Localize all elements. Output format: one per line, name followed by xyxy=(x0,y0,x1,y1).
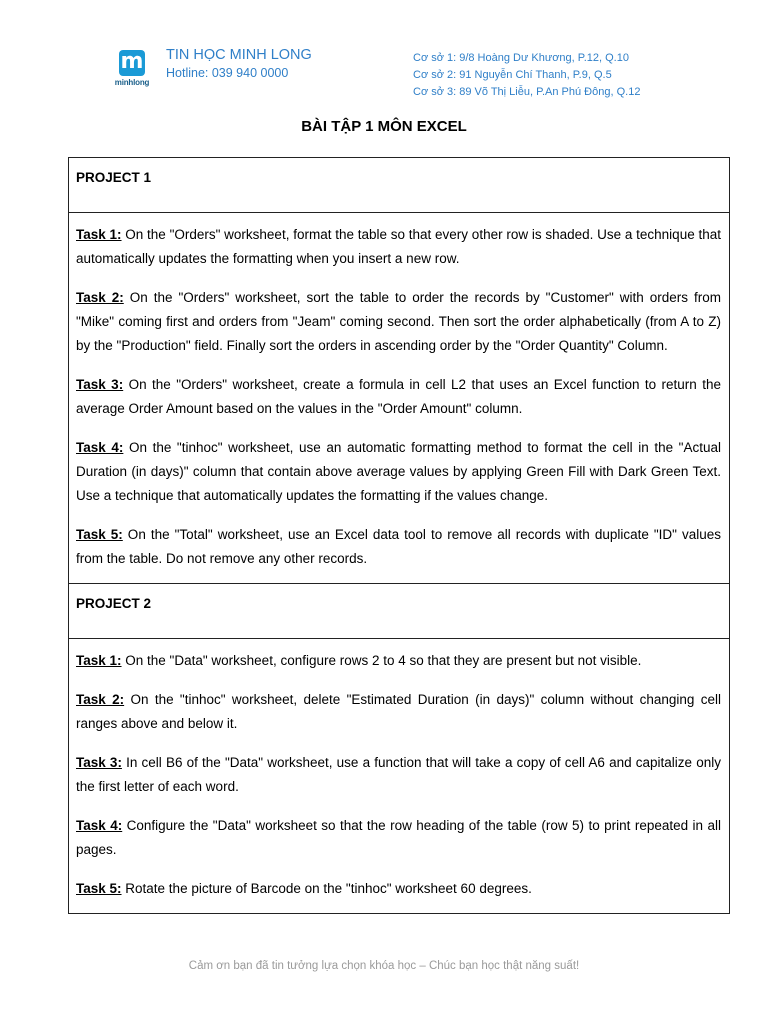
task-table xyxy=(68,157,730,914)
project-2-tasks xyxy=(69,639,730,914)
logo-icon: m xyxy=(120,49,144,74)
task-text: On the "Orders" worksheet, format the table so that every other row is shaded. Use a technique that automatically updates the formatting when you insert a new row. xyxy=(76,227,721,266)
task-text: On the "Data" worksheet, configure rows 2 to 4 so that they are present but not visible. xyxy=(121,653,642,668)
task-text: On the "Total" worksheet, use an Excel data tool to remove all records with duplicate "ID" values from the table. Do not remove any other records. xyxy=(76,527,722,566)
project-1-task-2 xyxy=(76,286,721,358)
branch-2: Cơ sở 2: 91 Nguyễn Chí Thanh, P.9, Q.5 xyxy=(413,69,612,81)
hotline: Hotline: 039 940 0000 xyxy=(166,66,289,80)
logo-text: minhlong xyxy=(114,78,150,87)
project-1-task-1 xyxy=(76,223,721,271)
task-label: Task 4: xyxy=(76,818,123,833)
project-2-task-5 xyxy=(76,877,721,901)
task-label: Task 2: xyxy=(76,692,125,707)
task-label: Task 1: xyxy=(76,227,122,242)
task-label: Task 4: xyxy=(76,440,124,455)
branch-addresses xyxy=(413,50,640,101)
minhlong-logo xyxy=(112,50,152,92)
task-label: Task 5: xyxy=(76,527,123,542)
branch-1: Cơ sở 1: 9/8 Hoàng Dư Khương, P.12, Q.10 xyxy=(413,52,629,64)
task-text: On the "tinhoc" worksheet, delete "Estimated Duration (in days)" column without changing cell ranges above and below it. xyxy=(76,692,722,731)
page-header xyxy=(0,0,768,110)
task-label: Task 5: xyxy=(76,881,122,896)
project-1-task-4 xyxy=(76,436,721,508)
brand-name: TIN HỌC MINH LONG xyxy=(166,47,312,63)
document-title: BÀI TẬP 1 MÔN EXCEL xyxy=(301,118,467,135)
task-text: Rotate the picture of Barcode on the "tinhoc" worksheet 60 degrees. xyxy=(121,881,532,896)
branch-3: Cơ sở 3: 89 Võ Thị Liễu, P.An Phú Đông, Q.12 xyxy=(413,86,641,98)
project-1-task-3 xyxy=(76,373,721,421)
task-label: Task 1: xyxy=(76,653,122,668)
task-text: On the "Orders" worksheet, create a formula in cell L2 that uses an Excel function to return the average Order Amount based on the values in the "Order Amount" column. xyxy=(76,377,721,416)
project-1-task-5 xyxy=(76,523,721,571)
task-label: Task 2: xyxy=(76,290,124,305)
project-1-tasks xyxy=(69,213,730,584)
project-1-header: PROJECT 1 xyxy=(69,158,730,213)
page-footer: Cảm ơn bạn đã tin tưởng lựa chọn khóa học – Chúc bạn học thật năng suất! xyxy=(188,960,580,972)
task-text: Configure the "Data" worksheet so that the row heading of the table (row 5) to print repeated in all pages. xyxy=(76,818,721,857)
project-2-header: PROJECT 2 xyxy=(69,584,730,639)
project-2-task-2 xyxy=(76,688,721,736)
task-text: On the "Orders" worksheet, sort the table to order the records by "Customer" with orders from "Mike" coming first and orders from "Jeam" coming second. Then sort the order alphabetically (from A to Z) by the "Production" field. Finally sort the orders in ascending order by the "Order Quantity" Column. xyxy=(76,290,721,353)
task-label: Task 3: xyxy=(76,755,122,770)
task-text: In cell B6 of the "Data" worksheet, use a function that will take a copy of cell A6 and capitalize only the first letter of each word. xyxy=(76,755,721,794)
brand-block xyxy=(166,47,312,80)
task-text: On the "tinhoc" worksheet, use an automatic formatting method to format the cell in the "Actual Duration (in days)" column that contain above average values by applying Green Fill with Dark Green Text. Use a technique that automatically updates the formatting if the values change. xyxy=(76,440,721,503)
task-label: Task 3: xyxy=(76,377,124,392)
project-2-task-3 xyxy=(76,751,721,799)
project-2-task-1 xyxy=(76,649,721,673)
project-2-task-4 xyxy=(76,814,721,862)
